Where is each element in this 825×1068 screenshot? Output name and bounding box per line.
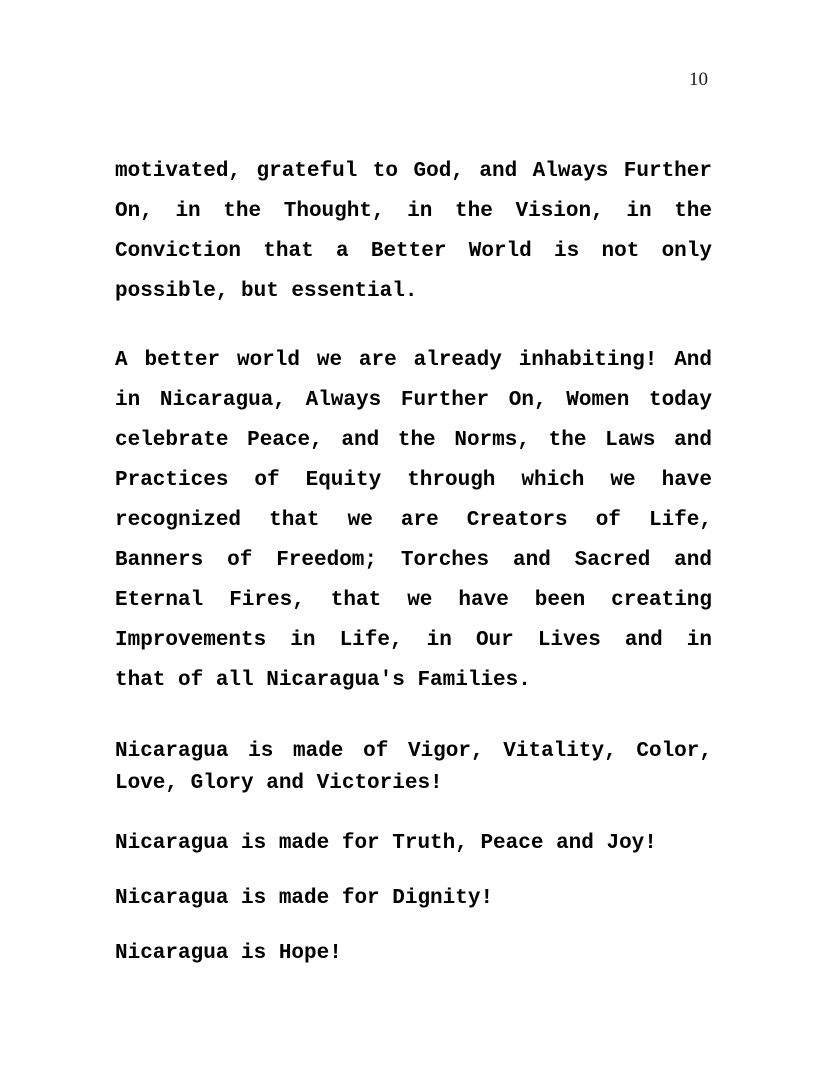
text-line: Nicaragua is Hope!	[115, 942, 342, 965]
text-line: Nicaragua is made of Vigor, Vitality, Color,	[115, 740, 712, 763]
text-line: A better world we are already inhabiting! And	[115, 349, 712, 372]
paragraph	[115, 828, 712, 860]
text-line: that of all Nicaragua's Families.	[115, 669, 531, 692]
text-line: On, in the Thought, in the Vision, in the	[115, 200, 712, 223]
text-line: Banners of Freedom; Torches and Sacred and	[115, 549, 712, 572]
paragraph	[115, 938, 712, 970]
text-line: recognized that we are Creators of Life,	[115, 509, 712, 532]
text-line: Nicaragua is made for Truth, Peace and Joy!	[115, 832, 657, 855]
paragraph	[115, 341, 712, 701]
text-line: motivated, grateful to God, and Always Further	[115, 160, 712, 183]
text-line: Love, Glory and Victories!	[115, 772, 443, 795]
paragraph	[115, 736, 712, 800]
paragraph	[115, 883, 712, 915]
text-line: possible, but essential.	[115, 280, 418, 303]
text-line: Nicaragua is made for Dignity!	[115, 887, 494, 910]
page-number: 10	[689, 69, 708, 90]
text-line: in Nicaragua, Always Further On, Women today	[115, 389, 712, 412]
paragraph	[115, 152, 712, 312]
text-line: celebrate Peace, and the Norms, the Laws and	[115, 429, 712, 452]
text-line: Eternal Fires, that we have been creating	[115, 589, 712, 612]
page-body	[115, 0, 712, 970]
text-line: Improvements in Life, in Our Lives and in	[115, 629, 712, 652]
text-line: Conviction that a Better World is not only	[115, 240, 712, 263]
text-line: Practices of Equity through which we have	[115, 469, 712, 492]
